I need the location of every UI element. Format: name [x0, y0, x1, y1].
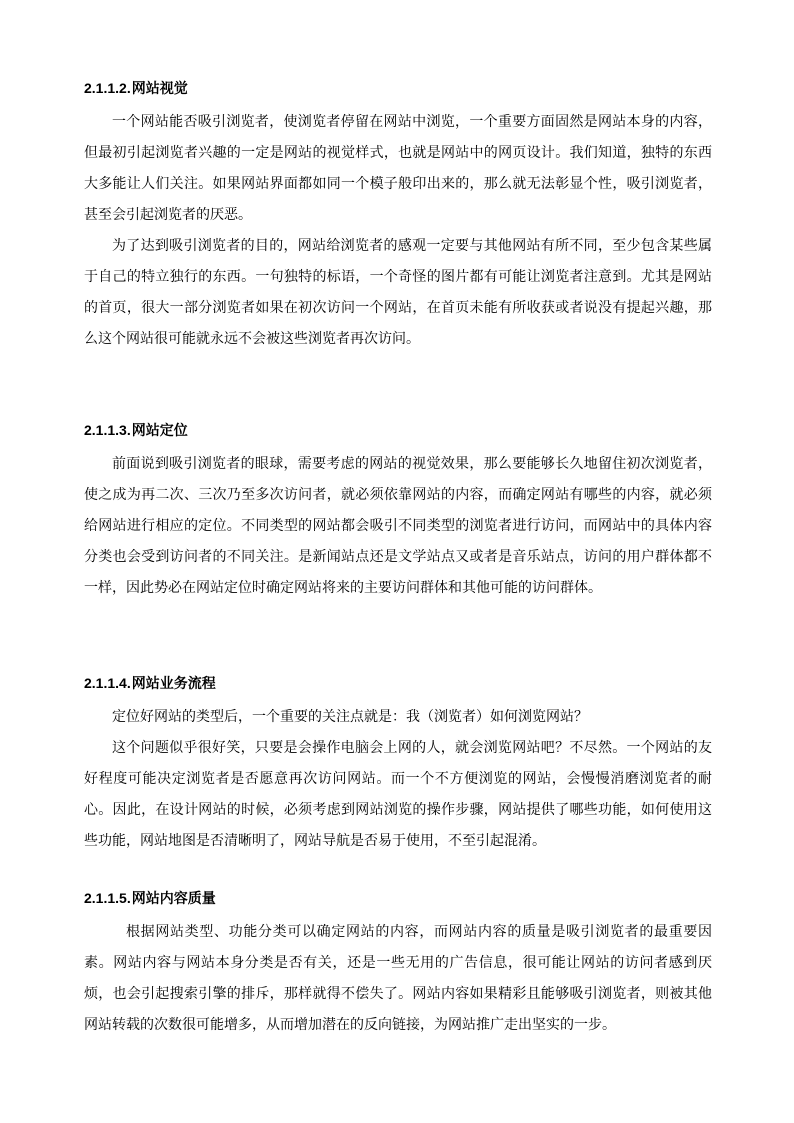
- section-website-content-quality: [84, 888, 712, 1041]
- paragraph: 为了达到吸引浏览者的目的，网站给浏览者的感观一定要与其他网站有所不同，至少包含某些属于自己的特立独行的东西。一句独特的标语，一个奇怪的图片都有可能让浏览者注意到。尤其是网站的首页，很大一部分浏览者如果在初次访问一个网站，在首页未能有所收获或者说没有提起兴趣，那么这个网站很可能就永远不会被这些浏览者再次访问。: [84, 238, 712, 347]
- section-website-positioning: [84, 420, 712, 604]
- section-number: 2.1.1.5.: [84, 890, 131, 906]
- section-title: 网站视觉: [131, 80, 188, 96]
- paragraph: 前面说到吸引浏览者的眼球，需要考虑的网站的视觉效果，那么要能够长久地留住初次浏览者，使之成为再二次、三次乃至多次访问者，就必须依靠网站的内容，而确定网站有哪些的内容，就必须给网站进行相应的定位。不同类型的网站都会吸引不同类型的浏览者进行访问，而网站中的具体内容分类也会受到访问者的不同关注。是新闻站点还是文学站点又或者是音乐站点，访问的用户群体都不一样，因此势必在网站定位时确定网站将来的主要访问群体和其他可能的访问群体。: [84, 456, 712, 596]
- section-title: 网站内容质量: [131, 890, 216, 906]
- section-website-visual: [84, 78, 712, 355]
- paragraph: 这个问题似乎很好笑，只要是会操作电脑会上网的人，就会浏览网站吧？不尽然。一个网站的友好程度可能决定浏览者是否愿意再次访问网站。而一个不方便浏览的网站，会慢慢消磨浏览者的耐心。因此，在设计网站的时候，必须考虑到网站浏览的操作步骤，网站提供了哪些功能，如何使用这些功能，网站地图是否清晰明了，网站导航是否易于使用，不至引起混淆。: [84, 740, 712, 849]
- section-heading: [84, 673, 712, 693]
- paragraph: 根据网站类型、功能分类可以确定网站的内容，而网站内容的质量是吸引浏览者的最重要因素。网站内容与网站本身分类是否有关，还是一些无用的广告信息，很可能让网站的访问者感到厌烦，也会引起搜索引擎的排斥，那样就得不偿失了。网站内容如果精彩且能够吸引浏览者，则被其他网站转载的次数很可能增多，从而增加潜在的反向链接，为网站推广走出坚实的一步。: [84, 924, 712, 1033]
- section-number: 2.1.1.3.: [84, 422, 131, 438]
- section-title: 网站业务流程: [131, 675, 216, 691]
- section-heading: [84, 888, 712, 908]
- section-heading: [84, 78, 712, 98]
- paragraph: 一个网站能否吸引浏览者，使浏览者停留在网站中浏览，一个重要方面固然是网站本身的内容，但最初引起浏览者兴趣的一定是网站的视觉样式，也就是网站中的网页设计。我们知道，独特的东西大多能让人们关注。如果网站界面都如同一个模子般印出来的，那么就无法彰显个性，吸引浏览者，甚至会引起浏览者的厌恶。: [84, 114, 712, 223]
- section-heading: [84, 420, 712, 440]
- paragraph: 定位好网站的类型后，一个重要的关注点就是：我（浏览者）如何浏览网站？: [112, 709, 588, 725]
- section-title: 网站定位: [131, 422, 188, 438]
- section-website-business-flow: [84, 673, 712, 857]
- section-number: 2.1.1.4.: [84, 675, 131, 691]
- section-number: 2.1.1.2.: [84, 80, 131, 96]
